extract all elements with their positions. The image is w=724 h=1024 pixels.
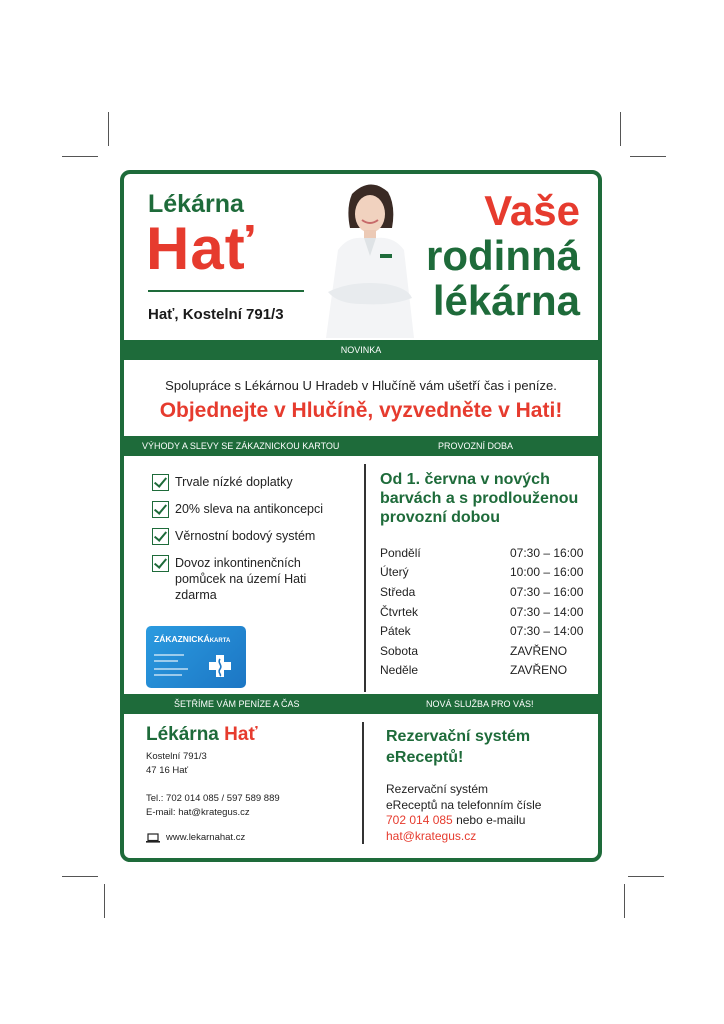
benefit-text: Dovoz inkontinenčních pomůcek na území Hati zdarma xyxy=(175,556,307,602)
reservation-or: nebo e-mailu xyxy=(456,813,526,827)
time-cell: 07:30 – 14:00 xyxy=(510,624,584,639)
time-cell: ZAVŘENO xyxy=(510,663,568,678)
time-cell: 07:30 – 14:00 xyxy=(510,604,584,619)
day-cell: Středa xyxy=(380,584,416,599)
list-item xyxy=(152,555,322,603)
slogan-line: Vaše xyxy=(484,187,580,234)
laptop-icon xyxy=(146,833,160,843)
checkbox-icon xyxy=(152,528,169,545)
brand-title: Hať xyxy=(146,215,255,282)
hours-table xyxy=(380,543,590,680)
day-cell: Sobota xyxy=(380,643,419,658)
contact-name xyxy=(146,724,280,746)
reservation-line xyxy=(386,813,596,829)
section-bar-bottom xyxy=(124,694,598,714)
brand-subtitle: Lékárna xyxy=(148,190,244,218)
time-cell: ZAVŘENO xyxy=(510,643,568,658)
slogan-line: rodinná xyxy=(426,232,580,279)
divider xyxy=(148,290,304,292)
reservation-text xyxy=(386,782,596,844)
contact-city: 47 16 Hať xyxy=(146,765,189,776)
time-cell: 10:00 – 16:00 xyxy=(510,565,584,580)
website-link[interactable]: www.lekarnahat.cz xyxy=(166,832,246,843)
crop-mark xyxy=(624,884,625,918)
flyer xyxy=(120,170,602,862)
reservation-line: Rezervační systém xyxy=(386,782,489,796)
bar-label: NOVÁ SLUŽBA PRO VÁS! xyxy=(426,699,534,709)
table-row xyxy=(380,661,590,681)
column-divider xyxy=(362,722,364,844)
hours-title: Od 1. června v nových barvách a s prodlouženou provozní dobou xyxy=(380,471,579,526)
slogan xyxy=(426,188,580,323)
news-highlight: Objednejte v Hlučíně, vyzvedněte v Hati! xyxy=(159,399,563,422)
column-divider xyxy=(364,464,366,692)
opening-hours xyxy=(380,470,590,680)
time-cell: 07:30 – 16:00 xyxy=(510,584,584,599)
reservation-line: eReceptů na telefonním čísle xyxy=(386,797,542,812)
table-row xyxy=(380,563,590,583)
list-item xyxy=(152,501,352,517)
contact-phone: Tel.: 702 014 085 / 597 589 889 xyxy=(146,793,280,804)
news-text: Spolupráce s Lékárnou U Hradeb v Hlučíně vám ušetří čas i peníze. xyxy=(165,378,557,393)
card-title xyxy=(154,634,230,644)
crop-mark xyxy=(62,156,98,157)
contact-name-a: Lékárna xyxy=(146,724,219,745)
checkbox-icon xyxy=(152,555,169,572)
website xyxy=(146,832,245,843)
contact-email: E-mail: hat@krategus.cz xyxy=(146,807,250,818)
crop-mark xyxy=(108,112,109,146)
crop-mark xyxy=(630,156,666,157)
table-row xyxy=(380,641,590,661)
card-line xyxy=(154,660,178,662)
card-line xyxy=(154,674,182,676)
day-cell: Neděle xyxy=(380,663,419,678)
list-item xyxy=(152,474,352,490)
reservation-title: Rezervační systém xyxy=(386,728,531,745)
benefit-text: Trvale nízké doplatky xyxy=(175,475,293,489)
section-bar-benefits-hours xyxy=(124,436,598,456)
reservation-title: eReceptů! xyxy=(386,749,464,766)
checkbox-icon xyxy=(152,474,169,491)
day-cell: Čtvrtek xyxy=(380,604,419,619)
card-title-b: KARTA xyxy=(209,638,231,644)
crop-mark xyxy=(62,876,98,877)
day-cell: Úterý xyxy=(380,565,409,580)
day-cell: Pátek xyxy=(380,624,411,639)
reservation-block xyxy=(386,726,596,844)
benefits-hours-section xyxy=(124,456,598,694)
crop-mark xyxy=(104,884,105,918)
benefit-text: 20% sleva na antikoncepci xyxy=(175,502,324,516)
card-title-a: ZÁKAZNICKÁ xyxy=(154,634,210,644)
bar-label: VÝHODY A SLEVY SE ZÁKAZNICKOU KARTOU xyxy=(142,441,340,451)
benefits-list xyxy=(152,474,352,614)
contact-block xyxy=(146,724,280,820)
crop-mark xyxy=(628,876,664,877)
pharmacist-photo xyxy=(322,180,418,338)
header-address: Hať, Kostelní 791/3 xyxy=(148,306,284,323)
contact-street: Kostelní 791/3 xyxy=(146,751,207,762)
card-line xyxy=(154,654,184,656)
header xyxy=(124,174,598,340)
reservation-phone[interactable]: 702 014 085 xyxy=(386,813,453,827)
checkbox-icon xyxy=(152,501,169,518)
day-cell: Pondělí xyxy=(380,545,421,560)
contact-name-b: Hať xyxy=(224,724,258,745)
benefit-text: Věrnostní bodový systém xyxy=(175,529,316,543)
contact-section xyxy=(124,714,598,862)
time-cell: 07:30 – 16:00 xyxy=(510,545,584,560)
bar-label: ŠETŘÍME VÁM PENÍZE A ČAS xyxy=(174,699,300,709)
list-item xyxy=(152,528,352,544)
table-row xyxy=(380,582,590,602)
pharmacy-cross-icon xyxy=(208,654,232,678)
table-row xyxy=(380,602,590,622)
table-row xyxy=(380,621,590,641)
crop-mark xyxy=(620,112,621,146)
card-line xyxy=(154,668,188,670)
slogan-line: lékárna xyxy=(432,277,580,324)
loyalty-card-image xyxy=(146,626,246,688)
bar-label: NOVINKA xyxy=(340,345,382,355)
bar-label: PROVOZNÍ DOBA xyxy=(438,441,514,451)
news-section xyxy=(124,360,598,436)
table-row xyxy=(380,543,590,563)
reservation-email[interactable]: hat@krategus.cz xyxy=(386,828,477,843)
section-bar-novinka xyxy=(124,340,598,360)
